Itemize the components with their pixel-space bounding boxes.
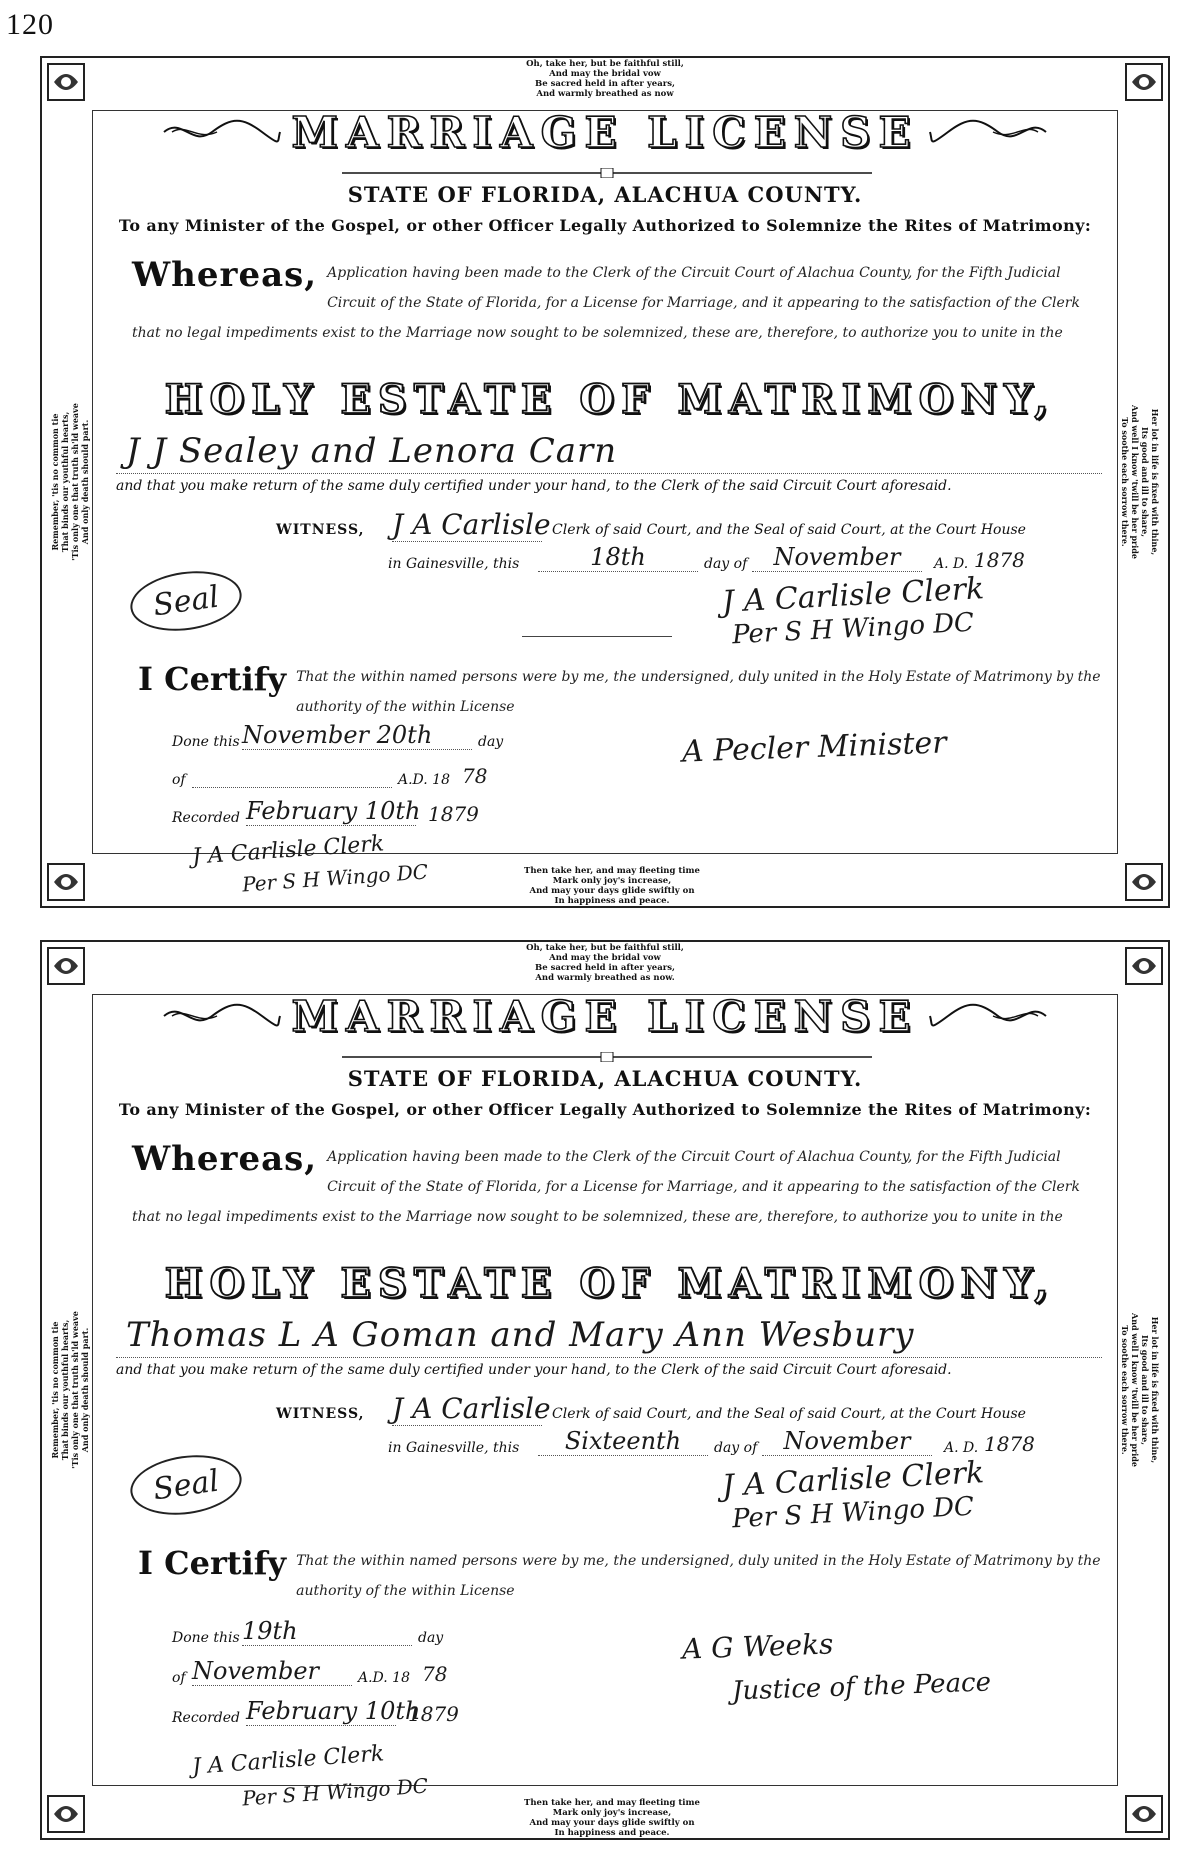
certify-text: That the within named persons were by me, the undersigned, duly united in the Holy Estate of Matrimony by the authority of the within License <box>296 669 1101 715</box>
issue-year: 1878 <box>984 1432 1035 1456</box>
witness-row <box>276 508 1108 542</box>
holy-estate-heading: HOLY ESTATE OF MATRIMONY, <box>164 376 1056 423</box>
recorded-date: February 10th <box>246 1697 421 1725</box>
done-date: 19th <box>242 1617 412 1646</box>
verse-top: Oh, take her, but be faithful still, And may the bridal vow Be sacred held in after years, And warmly breathed as now <box>526 59 684 99</box>
flourish-icon <box>162 1001 282 1031</box>
recorded-row: Recorded February 10th 1879 <box>172 1697 459 1726</box>
of-month: November <box>192 1657 352 1686</box>
state-heading: STATE OF FLORIDA, ALACHUA COUNTY. <box>347 182 863 207</box>
of-year: 78 <box>422 1662 448 1686</box>
flourish-icon <box>928 117 1048 147</box>
witness-label: WITNESS, <box>276 522 365 538</box>
holy-estate-heading: HOLY ESTATE OF MATRIMONY, <box>164 1260 1056 1307</box>
recorded-date: February 10th <box>246 797 421 825</box>
verse-right: Her lot in life is fixed with thine, Its good and ill to share, And well I know 'twill be her pride To soothe each sorrow there. <box>1120 405 1160 559</box>
minister-signature: A Pecler Minister <box>681 725 948 770</box>
whereas-text: Application having been made to the Clerk of the Circuit Court of Alachua County, for the Fifth Judicial Circuit of the State of Florida, for a License for Marriage, and it appearing to the satisfaction of the Clerk that no legal impediments exist to the Marriage now sought to be solemnized, these are, therefore, to authorize you to unite in the <box>132 265 1080 341</box>
recorded-clerk-signature: J A Carlisle Clerk <box>191 831 385 870</box>
verse-bottom: Then take her, and may fleeting time Mark only joy's increase, And may your days glide swiftly on In happiness and peace. <box>482 866 742 906</box>
recorded-clerk-signature: J A Carlisle Clerk <box>191 1741 385 1780</box>
ornament-icon <box>1124 862 1164 902</box>
verse-left: Remember, 'tis no common tie That binds our youthful hearts, 'Tis only one that truth sh'ld weave And only death should part. <box>50 403 90 561</box>
whereas-word: Whereas, <box>132 1139 318 1179</box>
whereas-text: Application having been made to the Clerk of the Circuit Court of Alachua County, for the Fifth Judicial Circuit of the State of Florida, for a License for Marriage, and it appearing to the satisfaction of the Clerk that no legal impediments exist to the Marriage now sought to be solemnized, these are, therefore, to authorize you to unite in the <box>132 1149 1080 1225</box>
deputy-signature: Per S H Wingo DC <box>731 1491 975 1535</box>
whereas-word: Whereas, <box>132 255 318 295</box>
certify-word: I Certify <box>138 660 287 698</box>
verse-top: Oh, take her, but be faithful still, And may the bridal vow Be sacred held in after years, And warmly breathed as now. <box>526 943 684 983</box>
seal: Seal <box>127 1448 246 1521</box>
done-date: November 20th <box>242 721 472 750</box>
witness-tail: Clerk of said Court, and the Seal of said Court, at the Court House <box>552 1406 1026 1422</box>
address-line: To any Minister of the Gospel, or other Officer Legally Authorized to Solemnize the Rites of Matrimony: <box>118 216 1092 235</box>
ornament-icon <box>46 862 86 902</box>
witness-row <box>276 1392 1108 1426</box>
couple-names: Thomas L A Goman and Mary Ann Wesbury <box>126 1315 915 1355</box>
marriage-license-1 <box>40 56 1170 908</box>
flourish-icon <box>928 1001 1048 1031</box>
witness-signature: J A Carlisle <box>392 508 551 541</box>
whereas-paragraph <box>132 1139 1108 1232</box>
verse-right: Her lot in life is fixed with thine, Its good and ill to share, And well I know 'twill be her pride To soothe each sorrow there. <box>1120 1313 1160 1467</box>
clerk-signature: J A Carlisle Clerk <box>721 571 985 620</box>
issue-year: 1878 <box>974 548 1025 572</box>
issue-month: November <box>762 1427 932 1456</box>
witness-signature: J A Carlisle <box>392 1392 551 1425</box>
address-line: To any Minister of the Gospel, or other Officer Legally Authorized to Solemnize the Rites of Matrimony: <box>118 1100 1092 1119</box>
issue-date-row: in Gainesville, this Sixteenth day of November A. D. 1878 <box>388 1427 1035 1456</box>
recorded-deputy-signature: Per S H Wingo DC <box>241 1773 429 1811</box>
flourish-icon <box>162 117 282 147</box>
witness-tail: Clerk of said Court, and the Seal of said Court, at the Court House <box>552 522 1026 538</box>
recorded-deputy-signature: Per S H Wingo DC <box>241 859 429 897</box>
verse-left: Remember, 'tis no common tie That binds our youthful hearts, 'Tis only one that truth sh'ld weave And only death should part. <box>50 1311 90 1469</box>
couple-names: J J Sealey and Lenora Carn <box>126 431 618 471</box>
of-year: 78 <box>462 764 488 788</box>
ornament-icon <box>1124 1794 1164 1834</box>
state-heading: STATE OF FLORIDA, ALACHUA COUNTY. <box>347 1066 863 1091</box>
minister-signature: A G Weeks <box>681 1627 834 1666</box>
license-title: MARRIAGE LICENSE <box>42 990 1168 1042</box>
marriage-license-2 <box>40 940 1170 1840</box>
names-field <box>116 430 1102 474</box>
deputy-signature: Per S H Wingo DC <box>731 607 975 651</box>
divider-ornament <box>342 1052 872 1062</box>
minister-title: Justice of the Peace <box>731 1667 992 1707</box>
page-number: 120 <box>6 8 54 41</box>
done-row: Done this 19th day <box>172 1617 444 1646</box>
certify-paragraph <box>138 662 1108 722</box>
certify-paragraph <box>138 1546 1108 1606</box>
divider <box>522 636 672 637</box>
of-row: of November A.D. 18 78 <box>172 1657 448 1686</box>
ornament-icon <box>46 1794 86 1834</box>
recorded-row: Recorded February 10th 1879 <box>172 797 479 826</box>
issue-date-row: in Gainesville, this 18th day of November A. D. 1878 <box>388 543 1025 572</box>
recorded-year: 1879 <box>408 1702 459 1726</box>
of-row: of A.D. 18 78 <box>172 764 488 788</box>
names-field <box>116 1314 1102 1358</box>
done-row: Done this November 20th day <box>172 721 504 750</box>
divider-ornament <box>342 168 872 178</box>
license-title: MARRIAGE LICENSE <box>42 106 1168 158</box>
recorded-year: 1879 <box>428 802 479 826</box>
return-text: and that you make return of the same duly certified under your hand, to the Clerk of the said Circuit Court aforesaid. <box>116 1362 952 1378</box>
issue-month: November <box>752 543 922 572</box>
seal: Seal <box>127 564 246 637</box>
issue-day: 18th <box>538 543 698 572</box>
witness-label: WITNESS, <box>276 1406 365 1422</box>
certify-text: That the within named persons were by me, the undersigned, duly united in the Holy Estate of Matrimony by the authority of the within License <box>296 1553 1101 1599</box>
whereas-paragraph <box>132 255 1108 348</box>
certify-word: I Certify <box>138 1544 287 1582</box>
return-text: and that you make return of the same duly certified under your hand, to the Clerk of the said Circuit Court aforesaid. <box>116 478 952 494</box>
issue-day: Sixteenth <box>538 1427 708 1456</box>
clerk-signature: J A Carlisle Clerk <box>721 1455 985 1504</box>
verse-bottom: Then take her, and may fleeting time Mark only joy's increase, And may your days glide swiftly on In happiness and peace. <box>482 1798 742 1838</box>
